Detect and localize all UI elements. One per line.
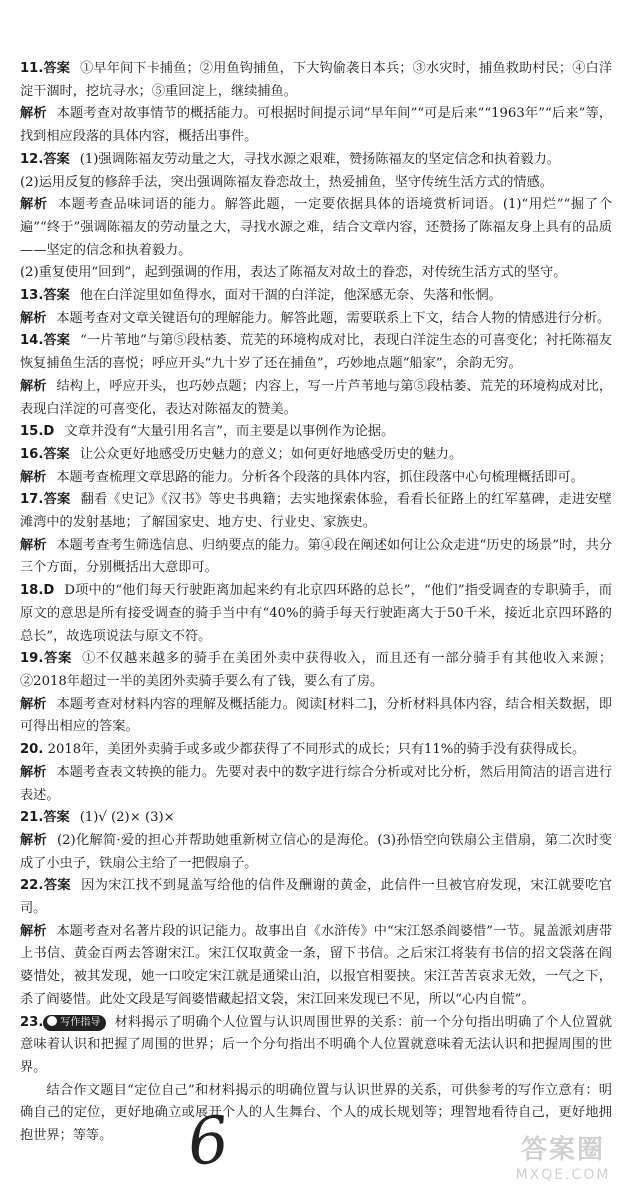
watermark-logo: 答案圈 MXQE.COM bbox=[515, 1135, 611, 1183]
question-number: 15 bbox=[20, 424, 39, 440]
answer-text: D项中的“他们每天行驶距离加起来约有北京四环路的总长”，“他们”指受调查的专职骑手，而原文的意思是所有接受调查的骑手当中有“40%的骑手每天行驶距离大于50千米，接近北京四环路的总长”，故选项说法与原文不符。 bbox=[20, 583, 612, 644]
choice-letter: D bbox=[43, 424, 55, 440]
answer-text: “一片苇地”与第⑤段枯萎、荒芜的环境构成对比，表现白洋淀生态的可喜变化；衬托陈福友恢复捕鱼生活的喜悦；呼应开头“九十岁了还在捕鱼”，巧妙地点题“船家”，余韵无穷。 bbox=[20, 333, 612, 372]
answer-text: (1)强调陈福友劳动量之大，寻找水源之艰难，赞扬陈福友的坚定信念和执着毅力。 bbox=[79, 151, 560, 167]
answer-text-2: (2)运用反复的修辞手法，突出强调陈福友眷恋故土，热爱捕鱼，坚守传统生活方式的情感。 bbox=[20, 174, 553, 190]
entry-16: 16.答案 让公众更好地感受历史魅力的意义；如何更好地感受历史的魅力。 解析 本题考查梳理文章思路的能力。分析各个段落的具体内容，抓住段落中心句梳理概括即可。 bbox=[20, 446, 584, 485]
answer-text: 翻看《史记》《汉书》等史书典籍；去实地探索体验，看看长征路上的红军墓碑，走进安壁滩湾中的发射基地；了解国家史、地方史、行业史、家族史。 bbox=[20, 492, 612, 531]
analysis-tag: 解析 bbox=[20, 923, 47, 939]
analysis-text: 本题考查对名著片段的识记能力。故事出自《水浒传》中“宋江怒杀阎婆惜”一节。晁盖派刘唐带上书信、黄金百两去答谢宋江。宋江仅取黄金一条，留下书信。之后宋江将装有书信的招文袋落在阎婆惜处，被其发现，她一口咬定宋江就是通梁山泊，以报官相要挟。宋江苦苦哀求无效，一气之下，杀了阎婆惜。此处文段是写阎婆惜藏起招文袋，宋江回来发现已不见，所以“心内自慌”。 bbox=[20, 923, 613, 1007]
answer-text: (1)√ (2)× (3)× bbox=[79, 810, 175, 826]
answer-tag: 答案 bbox=[43, 651, 73, 667]
entry-20: 20. 2018年，美团外卖骑手或多或少都获得了不同形式的成长；只有11%的骑手没有获得成长。 解析 本题考查表文转换的能力。先要对表中的数字进行综合分析或对比分析，然后用简洁的语言进行表述。 bbox=[20, 742, 613, 803]
handwritten-page-number: 6 bbox=[184, 1103, 233, 1181]
entry-17: 17.答案 翻看《史记》《汉书》等史书典籍；去实地探索体验，看看长征路上的红军墓碑，走进安壁滩湾中的发射基地；了解国家史、地方史、行业史、家族史。 解析 本题考查考生筛选信息、归纳要点的能力。第④段在阐述如何让公众走进“历史的场景”时，共分三个方面，分别概括出大意即可。 bbox=[20, 492, 613, 576]
analysis-text-2: (2)重复使用“回到”，起到强调的作用，表达了陈福友对故土的眷恋，对传统生活方式的坚守。 bbox=[20, 265, 567, 281]
question-number: 22 bbox=[20, 878, 39, 894]
writing-guide-badge: 写作指导 bbox=[43, 1015, 106, 1031]
analysis-tag: 解析 bbox=[20, 378, 47, 394]
answer-tag: 答案 bbox=[43, 61, 71, 76]
analysis-text: 本题考查对材料内容的理解及概括能力。阅读[材料二]，分析材料具体内容，结合相关数据，即可得出相应的答案。 bbox=[20, 696, 612, 735]
answer-key-page bbox=[20, 58, 612, 1148]
question-number: 18 bbox=[20, 583, 39, 599]
answer-tag: 答案 bbox=[43, 492, 71, 508]
analysis-tag: 解析 bbox=[20, 310, 47, 326]
answer-tag: 答案 bbox=[43, 810, 70, 826]
answer-text: ①早年间下卡捕鱼；②用鱼钩捕鱼，下大钩偷袭日本兵；③水灾时，捕鱼救助村民；④白洋淀干涸时，挖坑寻水；⑤重回淀上，继续捕鱼。 bbox=[20, 61, 613, 99]
question-number: 20 bbox=[20, 742, 39, 758]
analysis-tag: 解析 bbox=[20, 696, 47, 712]
question-number: 17 bbox=[20, 492, 39, 508]
entry-19: 19.答案 ①不仅越来越多的骑手在美团外卖中获得收入，而且还有一部分骑手有其他收入来源；②2018年超过一半的美团外卖骑手要么有了钱，要么有了房。 解析 本题考查对材料内容的理解及概括能力。阅读[材料二]，分析材料具体内容，结合相关数据，即可得出相应的答案。 bbox=[20, 651, 613, 735]
answer-text: ①不仅越来越多的骑手在美团外卖中获得收入，而且还有一部分骑手有其他收入来源；②2018年超过一半的美团外卖骑手要么有了钱，要么有了房。 bbox=[20, 651, 613, 689]
analysis-tag: 解析 bbox=[20, 197, 48, 213]
writing-guide-text-2: 结合作文题目“定位自己”和材料揭示的明确位置与认识世界的关系，可供参考的写作立意有：明确自己的定位，更好地确立或展开个人的人生舞台、个人的成长规划等；理智地看待自己，更好地拥抱世界；等等。 bbox=[20, 1082, 612, 1144]
analysis-text: (2)化解简·爱的担心并帮助她重新树立信心的是海伦。(3)孙悟空向铁扇公主借扇，第二次时变成了小虫子，铁扇公主给了一把假扇子。 bbox=[20, 832, 612, 871]
entry-21: 21.答案 (1)√ (2)× (3)× 解析 (2)化解简·爱的担心并帮助她重新树立信心的是海伦。(3)孙悟空向铁扇公主借扇，第二次时变成了小虫子，铁扇公主给了一把假扇子。 bbox=[20, 810, 612, 871]
analysis-tag: 解析 bbox=[20, 469, 47, 485]
question-number: 12 bbox=[20, 151, 39, 167]
question-number: 13 bbox=[20, 288, 39, 304]
analysis-text: 本题考查品味词语的能力。解答此题，一定要依据具体的语境赏析词语。(1)“用烂”“掘了个遍”“终于”强调陈福友的劳动量之大，寻找水源之难，结合文章内容，还赞扬了陈福友身上具有的品质——坚定的信念和执着毅力。 bbox=[20, 197, 613, 258]
choice-letter: D bbox=[43, 583, 55, 599]
question-number: 11 bbox=[20, 61, 39, 76]
question-number: 14 bbox=[20, 333, 39, 349]
answer-text: 他在白洋淀里如鱼得水，面对干涸的白洋淀，他深感无奈、失落和怅惘。 bbox=[79, 288, 502, 304]
analysis-tag: 解析 bbox=[20, 832, 47, 848]
answer-text: 让公众更好地感受历史魅力的意义；如何更好地感受历史的魅力。 bbox=[79, 446, 463, 462]
entry-13: 13.答案 他在白洋淀里如鱼得水，面对干涸的白洋淀，他深感无奈、失落和怅惘。 解析 本题考查对文章关键语句的理解能力。解答此题，需要联系上下文，结合人物的情感进行分析。 bbox=[20, 288, 611, 326]
analysis-text: 本题考查考生筛选信息、归纳要点的能力。第④段在阐述如何让公众走进“历史的场景”时，共分三个方面，分别概括出大意即可。 bbox=[20, 537, 613, 576]
question-number: 19 bbox=[20, 651, 39, 667]
question-number: 21 bbox=[20, 810, 39, 826]
analysis-text: 本题考查对文章关键语句的理解能力。解答此题，需要联系上下文，结合人物的情感进行分析。 bbox=[56, 310, 611, 326]
answer-tag: 答案 bbox=[43, 446, 70, 462]
analysis-text: 结构上，呼应开头，也巧妙点题；内容上，写一片芦苇地与第⑤段枯萎、荒芜的环境构成对比，表现白洋淀的可喜变化，表达对陈福友的赞美。 bbox=[20, 378, 613, 417]
answer-text: 因为宋江找不到晁盖写给他的信件及酬谢的黄金，此信件一旦被官府发现，宋江就要吃官司。 bbox=[20, 878, 612, 917]
entry-23-writing-guide: 23. 写作指导 材料揭示了明确个人位置与认识周围世界的关系：前一个分句指出明确了个人位置就意味着认识和把握了周围的世界；后一个分句指出不明确个人位置就意味着无法认识和把握周围的世界。 结合作文题目“定位自己”和材料揭示的明确位置与认识世界的关系，可供参考的写作立意有：明确自己的定位，更好地确立或展开个人的人生舞台、个人的成长规划等；理智地看待自己，更好地拥抱世界；等等。 bbox=[20, 1014, 612, 1144]
answer-tag: 答案 bbox=[43, 288, 70, 304]
entry-15: 15.D 文章并没有“大量引用名言”，而主要是以事例作为论据。 bbox=[20, 424, 395, 440]
analysis-text: 本题考查梳理文章思路的能力。分析各个段落的具体内容，抓住段落中心句梳理概括即可。 bbox=[56, 469, 584, 485]
answer-text: 2018年，美团外卖骑手或多或少都获得了不同形式的成长；只有11%的骑手没有获得成长。 bbox=[47, 742, 586, 758]
analysis-tag: 解析 bbox=[20, 106, 47, 122]
question-number: 16 bbox=[20, 446, 39, 462]
entry-18: 18.D D项中的“他们每天行驶距离加起来约有北京四环路的总长”，“他们”指受调查的专职骑手，而原文的意思是所有接受调查的骑手当中有“40%的骑手每天行驶距离大于50千米，接近北京四环路的总长”，故选项说法与原文不符。 bbox=[20, 583, 612, 644]
pen-icon bbox=[47, 1016, 57, 1026]
analysis-text: 本题考查对故事情节的概括能力。可根据时间提示词“早年间”“可是后来”“1963年”“后来”等，找到相应段落的具体内容，概括出事件。 bbox=[20, 106, 613, 145]
writing-guide-text: 材料揭示了明确个人位置与认识周围世界的关系：前一个分句指出明确了个人位置就意味着认识和把握了周围的世界；后一个分句指出不明确个人位置就意味着无法认识和把握周围的世界。 bbox=[20, 1014, 612, 1075]
entry-14: 14.答案 “一片苇地”与第⑤段枯萎、荒芜的环境构成对比，表现白洋淀生态的可喜变化；衬托陈福友恢复捕鱼生活的喜悦；呼应开头“九十岁了还在捕鱼”，巧妙地点题“船家”，余韵无穷。 解析 结构上，呼应开头，也巧妙点题；内容上，写一片芦苇地与第⑤段枯萎、荒芜的环境构成对比，表现白洋淀的可喜变化，表达对陈福友的赞美。 bbox=[20, 333, 613, 417]
entry-11: 11.答案 ①早年间下卡捕鱼；②用鱼钩捕鱼，下大钩偷袭日本兵；③水灾时，捕鱼救助村民；④白洋淀干涸时，挖坑寻水；⑤重回淀上，继续捕鱼。 解析 本题考查对故事情节的概括能力。可根据时间提示词“早年间”“可是后来”“1963年”“后来”等，找到相应段落的具体内容，概括出事件。 bbox=[20, 61, 613, 145]
question-number: 23 bbox=[20, 1014, 39, 1030]
answer-tag: 答案 bbox=[43, 333, 71, 349]
analysis-text: 本题考查表文转换的能力。先要对表中的数字进行综合分析或对比分析，然后用简洁的语言进行表述。 bbox=[20, 764, 613, 803]
analysis-tag: 解析 bbox=[20, 537, 47, 553]
answer-tag: 答案 bbox=[43, 878, 72, 894]
answer-text: 文章并没有“大量引用名言”，而主要是以事例作为论据。 bbox=[64, 424, 395, 440]
entry-22: 22.答案 因为宋江找不到晁盖写给他的信件及酬谢的黄金，此信件一旦被官府发现，宋江就要吃官司。 解析 本题考查对名著片段的识记能力。故事出自《水浒传》中“宋江怒杀阎婆惜”一节。晁盖派刘唐带上书信、黄金百两去答谢宋江。宋江仅取黄金一条，留下书信。之后宋江将装有书信的招文袋落在阎婆惜处，被其发现，她一口咬定宋江就是通梁山泊，以报官相要挟。宋江苦苦哀求无效，一气之下，杀了阎婆惜。此处文段是写阎婆惜藏起招文袋，宋江回来发现已不见，所以“心内自慌”。 bbox=[20, 878, 613, 1007]
analysis-tag: 解析 bbox=[20, 764, 47, 780]
entry-12: 12.答案 (1)强调陈福友劳动量之大，寻找水源之艰难，赞扬陈福友的坚定信念和执着毅力。 (2)运用反复的修辞手法，突出强调陈福友眷恋故土，热爱捕鱼，坚守传统生活方式的情感。 解析 本题考查品味词语的能力。解答此题，一定要依据具体的语境赏析词语。(1)“用烂”“掘了个遍”“终于”强调陈福友的劳动量之大，寻找水源之难，结合文章内容，还赞扬了陈福友身上具有的品质——坚定的信念和执着毅力。 (2)重复使用“回到”，起到强调的作用，表达了陈福友对故土的眷恋，对传统生活方式的坚守。 bbox=[20, 151, 613, 281]
answer-tag: 答案 bbox=[43, 151, 70, 167]
